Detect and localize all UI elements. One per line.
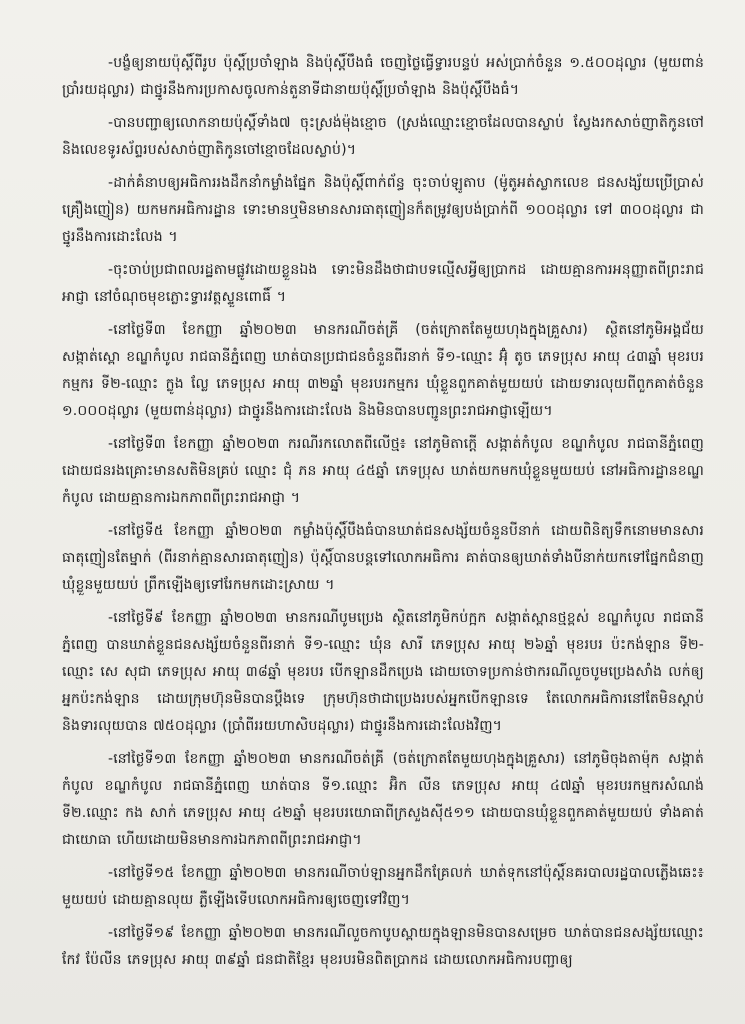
paragraph-9: -នៅថ្ងៃទី១៣ ខែកញ្ញា ឆ្នាំ២០២៣ មានករណីចត់គ្រី (ចត់ក្រោតតែមួយហុងក្នុងគ្រួសារ) នៅភូមិចុងតាម៉ុក សង្កាត់កំបូល ខណ្ឌកំបូល រាជធានីភ្នំពេញ ឃាត់បាន ទី១.ឈ្មោះ អ៊ិក លីន ភេទប្រុស អាយុ ៤៧ឆ្នាំ មុខរបរកម្មករសំណង់ ទី២.ឈ្មោះ កង សាក់ ភេទប្រុស អាយុ ៤២ឆ្នាំ មុខរបរយោធាពីក្រសួងស៊ី៥១១ ដោយបានឃុំខ្លួនពួកគាត់មួយយប់ ទាំងគាត់ជាយោធា ហើយដោយមិនមានការឯកភាពពីព្រះរាជអាជ្ញា។ [62, 751, 704, 848]
paragraph-8: -នៅថ្ងៃទី៩ ខែកញ្ញា ឆ្នាំ២០២៣ មានករណីបូមប្រេង ស្ថិតនៅភូមិកប់ក្អក សង្កាត់ស្ពានថ្មខ្ពស់ ខណ្ឌកំបូល រាជធានីភ្នំពេញ បានឃាត់ខ្លួនជនសង្ស័យចំនួនពីរនាក់ ទី១-ឈ្មោះ ឃុំន សារី ភេទប្រុស អាយុ ២៦ឆ្នាំ មុខរបរ ប៉ះកង់ឡាន ទី២-ឈ្មោះ សេ សុជា ភេទប្រុស អាយុ ៣៨ឆ្នាំ មុខរបរ បើកឡានដឹកប្រេង ដោយចោទប្រកាន់ថាករណីលួចបូមប្រេងសាំង លក់ឲ្យអ្នកប៉ះកង់ឡាន ដោយក្រុមហ៊ុនមិនបានប្តឹងទេ ក្រុមហ៊ុនថាជាប្រេងរបស់អ្នកបើកឡានទេ តែលោកអធិការនៅតែមិនស្តាប់ និងទារលុយបាន ៧៥០ដុល្លារ (ប្រាំពីររយហាសិបដុល្លារ) ជាថ្នូរនឹងការដោះលែងវិញ។ [62, 610, 704, 734]
document-body [62, 50, 704, 980]
paragraph-1: -បង្ខំឲ្យនាយប៉ុស្តិ៍ពីរូប ប៉ុស្តិ៍ប្រចាំឡាង និងប៉ុស្តិ៍បឹងធំ ចេញថ្លៃធ្វើទ្វារបន្ទប់ អស់ប្រាក់ចំនួន ១.៥០០ដុល្លារ (មួយពាន់ប្រាំរយដុល្លារ) ជាថ្នូរនឹងការប្រកាសចូលកាន់តួនាទីជានាយប៉ុស្តិ៍ប្រចាំឡាង និងប៉ុស្តិ៍បឹងធំ។ [62, 55, 704, 98]
paragraph-11: -នៅថ្ងៃទី១៩ ខែកញ្ញា ឆ្នាំ២០២៣ មានករណីលួចកាបូបស្ពាយក្នុងឡានមិនបានសម្រេច ឃាត់បានជនសង្ស័យឈ្មោះ កែវ ប៉ែលីន ភេទប្រុស អាយុ ៣៩ឆ្នាំ ជនជាតិខ្មែរ មុខរបរមិនពិតប្រាកដ ដោយលោកអធិការបញ្ជាឲ្យ [62, 925, 704, 968]
paragraph-2: -បានបញ្ជាឲ្យលោកនាយប៉ុស្តិ៍ទាំង៧ ចុះស្រង់ម៉ុងខ្មោច (ស្រង់ឈ្មោះខ្មោចដែលបានស្លាប់ ស្វែងរកសាច់ញាតិកូនចៅ និងលេខទូរស័ព្ទរបស់សាច់ញាតិកូនចៅខ្មោចដែលស្លាប់)។ [62, 115, 704, 158]
paragraph-10: -នៅថ្ងៃទី១៥ ខែកញ្ញា ឆ្នាំ២០២៣ មានករណីចាប់ឡានអ្នកដឹកគ្រែលក់ ឃាត់ទុកនៅប៉ុស្តិ៍នគរបាលរដ្ឋបាលភ្លើងឆេះ៖មួយយប់ ដោយគ្មានលុយ ភ្លឺឡើងទើបលោកអធិការឲ្យចេញទៅវិញ។ [62, 865, 704, 908]
paragraph-3: -ដាក់គំនាបឲ្យអធិការរងដឹកនាំកម្លាំងផ្នែក និងប៉ុស្តិ៍ពាក់ព័ន្ធ ចុះចាប់ឡូតាប (ម៉ូតូអត់ស្លាកលេខ ជនសង្ស័យប្រើប្រាស់គ្រឿងញៀន) យកមកអធិការដ្ឋាន ទោះមានឬមិនមានសារធាតុញៀនក៏តម្រូវឲ្យបង់ប្រាក់ពី ១០០ដុល្លារ ទៅ ៣០០ដុល្លារ ជាថ្នូរនឹងការដោះលែង ។ [62, 175, 704, 245]
paragraph-7: -នៅថ្ងៃទី៥ ខែកញ្ញា ឆ្នាំ២០២៣ កម្លាំងប៉ុស្តិ៍បឹងធំបានឃាត់ជនសង្ស័យចំនួនបីនាក់ ដោយពិនិត្យទឹកនោមមានសារធាតុញៀនតែម្នាក់ (ពីរនាក់គ្មានសារធាតុញៀន) ប៉ុស្តិ៍បានបន្តទៅលោកអធិការ គាត់បានឲ្យឃាត់ទាំងបីនាក់យកទៅផ្នែកជំនាញ ឃុំខ្លួនមួយយប់ ព្រឹកឡើងឲ្យទៅរែកមកដោះស្រាយ ។ [62, 523, 704, 593]
paragraph-5: -នៅថ្ងៃទី៣ ខែកញ្ញា ឆ្នាំ២០២៣ មានករណីចត់គ្រី (ចត់ក្រោតតែមួយហុងក្នុងគ្រួសារ) ស្ថិតនៅភូមិអង្គជ័យ សង្កាត់ស្ពោ ខណ្ឌកំបូល រាជធានីភ្នំពេញ ឃាត់បានប្រជាជនចំនួនពីរនាក់ ទី១-ឈ្មោះ អ៊ុំ តូច ភេទប្រុស អាយុ ៤៣ឆ្នាំ មុខរបរកម្មករ ទី២-ឈ្មោះ ក្លូង ល្លែ ភេទប្រុស អាយុ ៣២ឆ្នាំ មុខរបរកម្មករ ឃុំខ្លួនពួកគាត់មួយយប់ ដោយទារលុយពីពួកគាត់ចំនួន ១.០០០ដុល្លារ (មួយពាន់ដុល្លារ) ជាថ្នូរនឹងការដោះលែង និងមិនបានបញ្ជូនព្រះរាជអាជ្ញាឡើយ។ [62, 322, 704, 419]
paragraph-4: -ចុះចាប់ប្រជាពលរដ្ឋតាមផ្លូវដោយខ្លួនឯង ទោះមិនដឹងថាជាបទល្មើសអ្វីឲ្យប្រាកដ ដោយគ្មានការអនុញ្ញាតពីព្រះរាជអាជ្ញា នៅចំណុចមុខភ្លោះទ្វារវត្តស្ទួនពោធិ៍ ។ [62, 262, 704, 305]
paragraph-6: -នៅថ្ងៃទី៣ ខែកញ្ញា ឆ្នាំ២០២៣ ករណីរកលោតពីលើថ្ម៖ នៅភូមិតាក្តើ សង្កាត់កំបូល ខណ្ឌកំបូល រាជធានីភ្នំពេញ ដោយជនរងគ្រោះមានសតិមិនគ្រប់ ឈ្មោះ ជុំ ភន អាយុ ៤៥ឆ្នាំ ភេទប្រុស ឃាត់យកមកឃុំខ្លួនមួយយប់ នៅអធិការដ្ឋានខណ្ឌកំបូល ដោយគ្មានការឯកភាពពីព្រះរាជអាជ្ញា ។ [62, 436, 704, 506]
